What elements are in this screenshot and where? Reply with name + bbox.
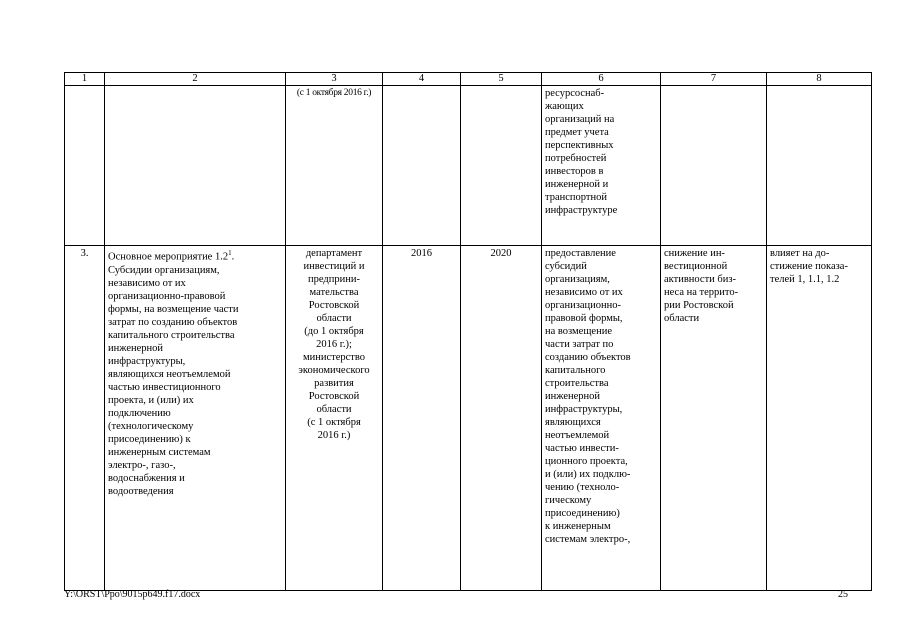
page-number: 25 (838, 589, 848, 600)
measure-description: . Субсидии организациям, независимо от их организационно-правовой формы, на возмещение части затрат по созданию объектов капитального строительства инженерной инфраструктуры, являющихся неотъемлемой частью инвестиционного проекта, и (или) их подключению (технологическому присоединению) к инженерным системам электро-, газо-, водоснабжения и водоотведения (108, 251, 239, 497)
col-header-4: 4 (383, 73, 461, 86)
col-header-7: 7 (661, 73, 767, 86)
responsible-executor: департамент инвестиций и предприни- мательства Ростовской области (до 1 октября 2016 г.); министерство экономического развития Ростовской области (с 1 октября 2016 г.) (286, 246, 383, 591)
measures-table (64, 72, 872, 591)
indicator-link: влияет на до- стижение показа- телей 1, 1.1, 1.2 (767, 246, 872, 591)
end-year: 2020 (461, 246, 542, 591)
start-year: 2016 (383, 246, 461, 591)
col-header-2: 2 (105, 73, 286, 86)
measure-title-text: Основное мероприятие 1.2 (108, 251, 229, 263)
expected-result: предоставление субсидий организациям, независимо от их организационно- правовой формы, на возмещение части затрат по созданию объектов капитального строительства инженерной инфраструктуры, являющихся неотъемлемой частью инвести- ционного проекта, и (или) их подклю- чению (техноло- гическому присоединению) к инженерным системам электро-, (542, 246, 661, 591)
cont-cell-4 (383, 86, 461, 246)
col-header-6: 6 (542, 73, 661, 86)
measure-title (105, 246, 286, 591)
col-header-8: 8 (767, 73, 872, 86)
row-number: 3. (65, 246, 105, 591)
cont-cell-2 (105, 86, 286, 246)
column-number-row (65, 73, 872, 86)
cont-cell-result: ресурсоснаб- жающих организаций на предмет учета перспективных потребностей инвесторов в инженерной и транспортной инфраструктуре (542, 86, 661, 246)
table-row-measure-3 (65, 246, 872, 591)
col-header-5: 5 (461, 73, 542, 86)
table-row-continuation (65, 86, 872, 246)
file-path-footer: Y:\ORST\Ppo\9015p649.f17.docx (64, 589, 201, 600)
cont-cell-7 (661, 86, 767, 246)
cont-cell-8 (767, 86, 872, 246)
cont-cell-1 (65, 86, 105, 246)
cont-cell-executor: (с 1 октября 2016 г.) (286, 86, 383, 246)
col-header-1: 1 (65, 73, 105, 86)
footnote-mark: 1 (228, 249, 232, 257)
non-implementation-consequences: снижение ин- вестиционной активности биз- неса на террито- рии Ростовской области (661, 246, 767, 591)
cont-cell-5 (461, 86, 542, 246)
col-header-3: 3 (286, 73, 383, 86)
